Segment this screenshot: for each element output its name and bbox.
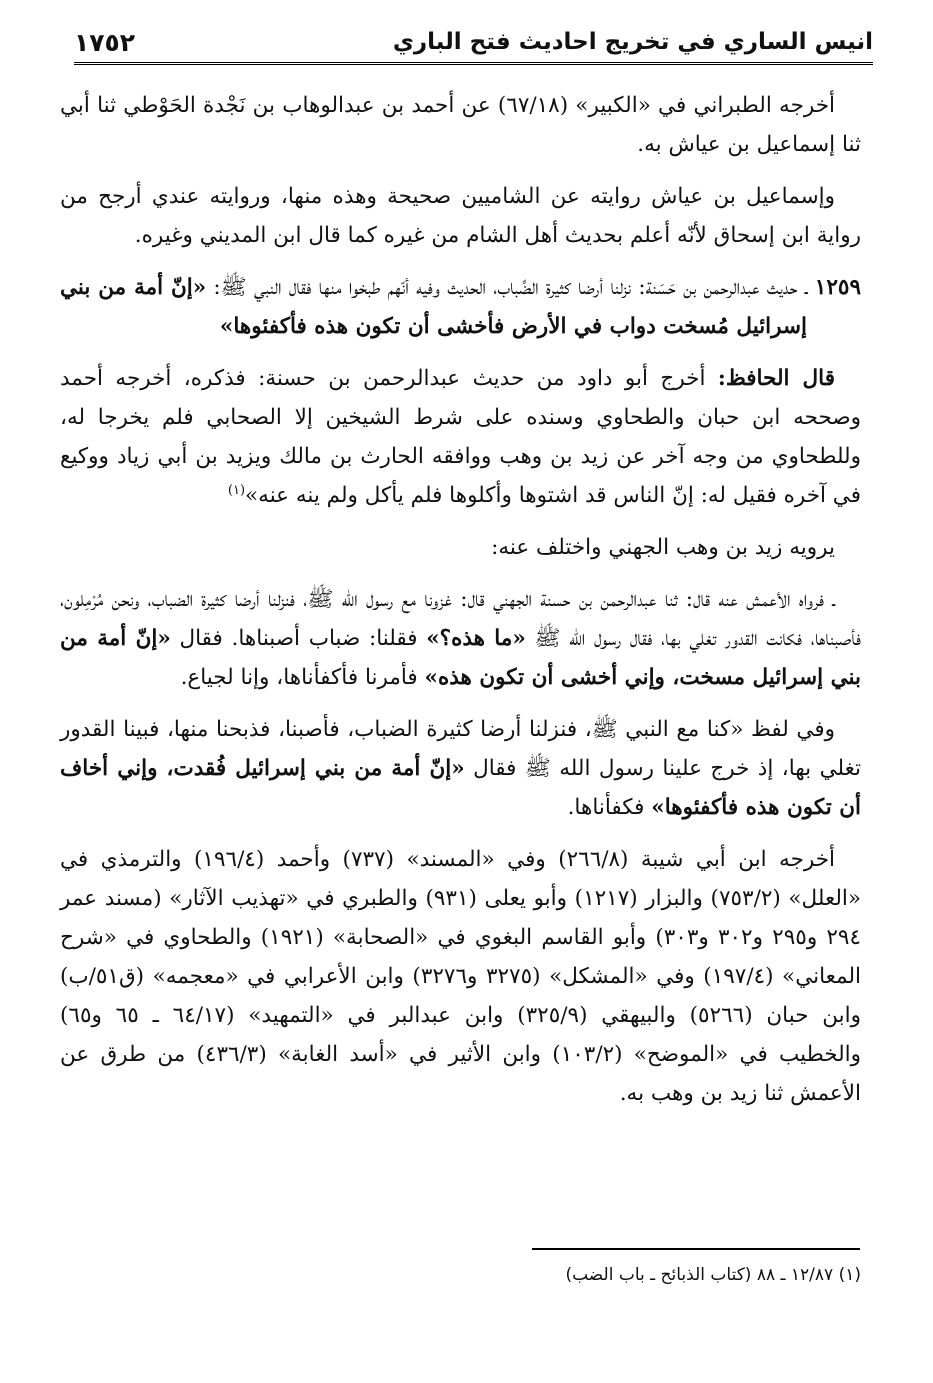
footnote: (١) ١٢/٨٧ ـ ٨٨ (كتاب الذبائح ـ باب الضب)	[565, 1265, 861, 1285]
amash-a: ـ فرواه الأعمش عنه قال: ثنا عبدالرحمن بن حسنة الجهني قال: غزونا مع رسول الله ﷺ، فنزلنا أرضا كثيرة الضباب، ونحن مُرْمِلون، فأصبناها، فكانت القدور تغلي بها، فقال رسول الله ﷺ	[60, 587, 861, 651]
hadith-number: ١٢٥٩	[814, 275, 861, 300]
variant-c: فكفأناها.	[567, 795, 652, 820]
amash-bold-1: «ما هذه؟»	[426, 626, 526, 651]
amash-bold-2: «إنّ أمة من بني إسرائيل مسخت، وإني أخشى أن تكون هذه»	[60, 626, 861, 690]
footnote-divider	[532, 1248, 860, 1250]
variant-a: وفي لفظ «كنا مع النبي ﷺ، فنزلنا أرضا كثيرة الضباب، فأصبنا، فذبحنا منها، فبينا القدور تغلي بها، إذ خرج علينا رسول الله ﷺ فقال	[60, 717, 861, 781]
paragraph-variant	[60, 710, 861, 827]
paragraph-hafiz	[60, 359, 861, 515]
hadith-intro: ـ حديث عبدالرحمن بن حَسَنة: نزلنا أرضا كثيرة الضِّباب، الحديث وفيه أنّهم طبخوا منها فقال النبي ﷺ:	[206, 275, 815, 300]
paragraph-zaid: يرويه زيد بن وهب الجهني واختلف عنه:	[491, 535, 835, 560]
amash-c: فقلنا: ضباب أصبناها. فقال	[170, 626, 427, 651]
hadith-1259	[60, 268, 861, 346]
footnote-ref: (١)	[227, 482, 246, 498]
paragraph-ismail: وإسماعيل بن عياش روايته عن الشاميين صحيحة وهذه منها، وروايته عندي أرجح من رواية ابن إسحاق لأنّه أعلم بحديث أهل الشام من غيره كما قال ابن المديني وغيره.	[60, 184, 861, 248]
page-number: ١٧٥٢	[74, 27, 136, 57]
running-title: انيس الساري في تخريج احاديث فتح الباري	[392, 29, 873, 55]
variant-bold: «إنّ أمة من بني إسرائيل فُقدت، وإني أخاف أن تكون هذه فأكفئوها»	[60, 756, 861, 820]
hafiz-label: قال الحافظ:	[717, 366, 836, 391]
paragraph-tabarani: أخرجه الطبراني في «الكبير» (٦٧/١٨) عن أحمد بن عبدالوهاب بن نَجْدة الحَوْطي ثنا أبي ثنا إسماعيل بن عياش به.	[60, 93, 861, 157]
hadith-text: «إنّ أمة من بني إسرائيل مُسخت دواب في الأرض فأخشى أن تكون هذه فأكفئوها»	[60, 275, 807, 339]
page-body	[60, 86, 861, 1126]
amash-d: فأمرنا فأكفأناها، وإنا لجياع.	[180, 665, 425, 690]
paragraph-takhrij: أخرجه ابن أبي شيبة (٢٦٦/٨) وفي «المسند» (٧٣٧) وأحمد (١٩٦/٤) والترمذي في «العلل» (٧٥٣/٢) والبزار (١٢١٧) وأبو يعلى (٩٣١) والطبري في «تهذيب الآثار» (مسند عمر ٢٩٤ و٢٩٥ و٣٠٢ و٣٠٣) وأبو القاسم البغوي في «الصحابة» (١٩٢١) والطحاوي في «شرح المعاني» (١٩٧/٤) وفي «المشكل» (٣٢٧٥ و٣٢٧٦) وابن الأعرابي في «معجمه» (ق٥١/ب) وابن حبان (٥٢٦٦) والبيهقي (٣٢٥/٩) وابن عبدالبر في «التمهيد» (٦٤/١٧ ـ ٦٥ و٦٥) والخطيب في «الموضح» (١٠٣/٢) وابن الأثير في «أسد الغابة» (٤٣٦/٣) من طرق عن الأعمش ثنا زيد بن وهب به.	[60, 847, 862, 1106]
hafiz-text: أخرج أبو داود من حديث عبدالرحمن بن حسنة: فذكره، أخرجه أحمد وصححه ابن حبان والطحاوي وسنده على شرط الشيخين إلا الصحابي فلم يخرجا له، وللطحاوي من وجه آخر عن زيد بن وهب ووافقه الحارث بن مالك ويزيد بن أبي زياد ووكيع في آخره فقيل له: إنّ الناس قد اشتوها وأكلوها فلم يأكل ولم ينه عنه»	[60, 366, 861, 508]
paragraph-amash	[60, 580, 861, 697]
page-header	[74, 22, 873, 65]
